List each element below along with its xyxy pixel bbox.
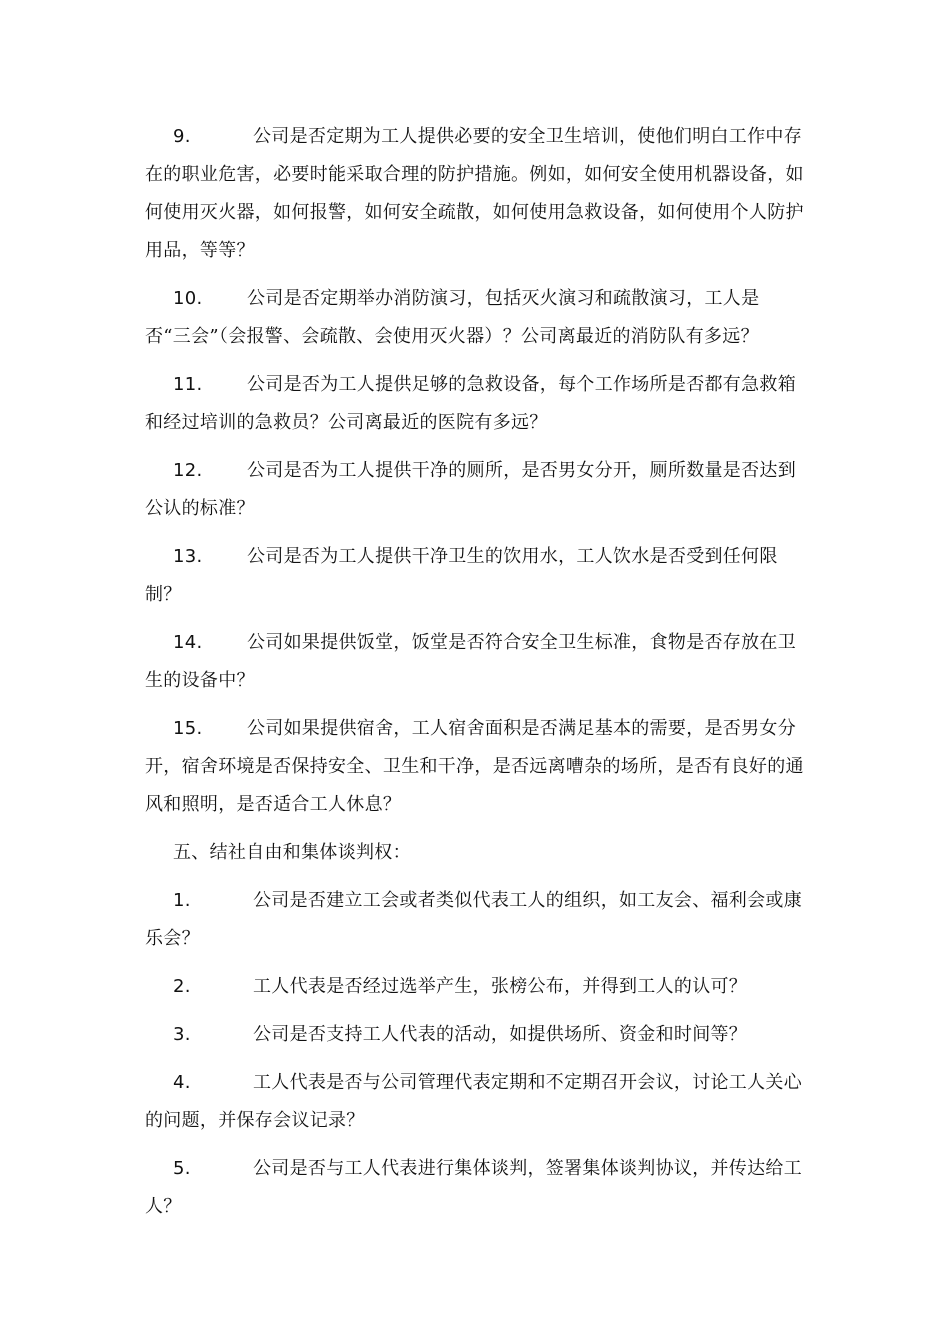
list-item-10: [145, 280, 805, 356]
list-item-9: [145, 118, 805, 270]
item-text: 工人代表是否经过选举产生，张榜公布，并得到工人的认可？: [253, 976, 748, 997]
item-text: 公司如果提供饭堂，饭堂是否符合安全卫生标准，食物是否存放在卫生的设备中？: [145, 632, 796, 691]
item-number: 11.: [173, 374, 203, 395]
item-number: 15.: [173, 718, 203, 739]
item-text: 公司如果提供宿舍，工人宿舍面积是否满足基本的需要，是否男女分开，宿舍环境是否保持安全、卫生和干净，是否远离嘈杂的场所，是否有良好的通风和照明，是否适合工人休息？: [145, 718, 804, 815]
item-number: 10.: [173, 288, 203, 309]
item-text: 公司是否为工人提供干净卫生的饮用水，工人饮水是否受到任何限制？: [145, 546, 778, 605]
item-number: 5.: [173, 1158, 191, 1179]
item-number: 13.: [173, 546, 203, 567]
list-item-1: [145, 882, 805, 958]
item-number: 1.: [173, 890, 191, 911]
list-item-3: [145, 1016, 805, 1054]
item-number: 14.: [173, 632, 203, 653]
item-text: 公司是否为工人提供干净的厕所，是否男女分开，厕所数量是否达到公认的标准？: [145, 460, 796, 519]
document-page: [145, 118, 805, 1236]
item-text: 工人代表是否与公司管理代表定期和不定期召开会议，讨论工人关心的问题，并保存会议记录？: [145, 1072, 802, 1131]
item-text: 公司是否定期举办消防演习，包括灭火演习和疏散演习，工人是否“三会”（会报警、会疏散、会使用灭火器）？公司离最近的消防队有多远？: [145, 288, 760, 347]
list-item-2: [145, 968, 805, 1006]
item-text: 公司是否与工人代表进行集体谈判，签署集体谈判协议，并传达给工人？: [145, 1158, 802, 1217]
item-text: 公司是否定期为工人提供必要的安全卫生培训，使他们明白工作中存在的职业危害，必要时能采取合理的防护措施。例如，如何安全使用机器设备，如何使用灭火器，如何报警，如何安全疏散，如何使用急救设备，如何使用个人防护用品，等等？: [145, 126, 804, 261]
item-number: 4.: [173, 1072, 191, 1093]
section-heading: 五、结社自由和集体谈判权：: [173, 842, 411, 863]
list-item-4: [145, 1064, 805, 1140]
item-number: 3.: [173, 1024, 191, 1045]
list-item-5: [145, 1150, 805, 1226]
item-text: 公司是否建立工会或者类似代表工人的组织，如工友会、福利会或康乐会？: [145, 890, 802, 949]
list-item-13: [145, 538, 805, 614]
list-item-12: [145, 452, 805, 528]
list-item-15: [145, 710, 805, 824]
item-number: 12.: [173, 460, 203, 481]
item-text: 公司是否为工人提供足够的急救设备，每个工作场所是否都有急救箱和经过培训的急救员？公司离最近的医院有多远？: [145, 374, 796, 433]
list-item-14: [145, 624, 805, 700]
item-number: 2.: [173, 976, 191, 997]
list-item-11: [145, 366, 805, 442]
item-number: 9.: [173, 126, 191, 147]
item-text: 公司是否支持工人代表的活动，如提供场所、资金和时间等？: [253, 1024, 748, 1045]
